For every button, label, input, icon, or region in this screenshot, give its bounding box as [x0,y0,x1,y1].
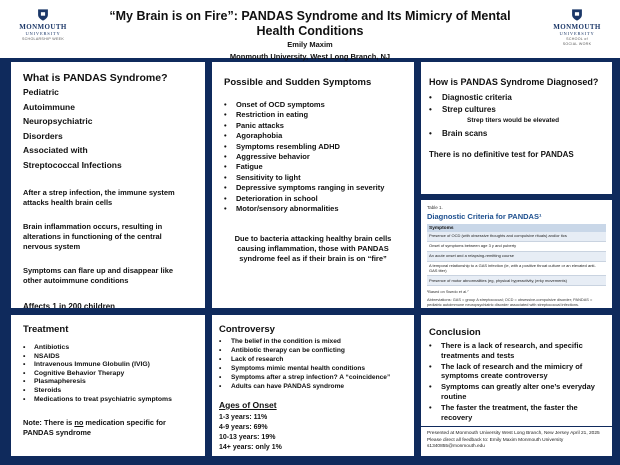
diagnosis-heading: How is PANDAS Syndrome Diagnosed? [429,77,599,87]
list-item: • Fatigue [224,162,402,172]
inflammation-text: Brain inflammation occurs, resulting in alterations in functioning of the central nervous system [23,222,163,251]
list-item: • Symptoms resembling ADHD [224,142,402,152]
medication-note-pre: Note: There is [23,418,75,428]
logo-right-line3: SCHOOL of [566,37,588,41]
controversy-heading: Controversy [219,324,275,335]
onset-line: 10-13 years: 19% [219,434,276,441]
poster-title: “My Brain is on Fire”: PANDAS Syndrome and Its Mimicry of Mental Health Conditions [109,9,511,38]
table-cell: An acute onset and a relapsing-remitting course [427,251,606,261]
list-item: • Motor/sensory abnormalities [224,204,402,214]
university-crest-icon [36,8,50,22]
onset-line: 1-3 years: 11% [219,414,268,421]
what-is-pandas-panel [11,62,205,308]
list-item: • Intravenous Immune Globulin (IVIG) [23,361,193,370]
no-test-note: There is no definitive test for PANDAS [429,150,574,159]
monmouth-logo-right [542,8,612,47]
symptoms-panel [212,62,414,308]
logo-right-line4: SOCIAL WORK [562,42,592,46]
affiliation: Monmouth University, West Long Branch, NJ [229,52,391,61]
table-footnote-abbrev: Abbreviations: GAS = group A streptococcal; OCD = obsessive-compulsive disorder; PANDAS = pediatric autoimmune neuropsychiatric disorder associated with streptococcal infections. [427,297,593,308]
list-item: • Brain scans [429,128,604,140]
medication-note [23,418,193,438]
list-item: • Plasmapheresis [23,378,193,387]
logo-right-line1: MONMOUTH [553,23,601,31]
list-item: • Antibiotic therapy can be conflicting [219,346,407,355]
table-title: Diagnostic Criteria for PANDAS¹ [427,212,542,221]
list-item: • Deterioration in school [224,194,402,204]
diagnosis-list-continued [429,128,604,140]
table-footnote-source: ¹Based on Swedo et al.⁷ [427,289,469,295]
table-label: Table 1. [427,205,443,210]
prevalence-prefix: Affects [23,302,53,308]
conclusion-heading: Conclusion [429,327,481,338]
table-cell: A temporal relationship to a GAS infection (ie, with a positive throat culture or an elevated anti-GAS titer) [427,261,606,276]
acronym-line: Disorders [23,130,63,141]
table-row [427,251,606,261]
author-name: Emily Maxim [287,40,333,49]
list-item: • Agoraphobia [224,131,402,141]
strep-titers-note: Strep titers would be elevated [467,117,560,124]
what-is-pandas-heading: What is PANDAS Syndrome? [23,72,168,84]
logo-left-line1: MONMOUTH [19,23,67,31]
controversy-list [219,337,407,391]
table-cell: Presence of OCD (with obsessive thoughts and compulsive rituals) and/or tics [427,232,606,241]
list-item: • The belief in the condition is mixed [219,337,407,346]
ages-of-onset-list [219,413,407,453]
flare-up-text: Symptoms can flare up and disappear like other autoimmune conditions [23,266,174,285]
onset-line: 4-9 years: 69% [219,424,268,431]
prevalence-value: 1 in 200 [52,302,82,308]
list-item: • Steroids [23,387,193,396]
acronym-line: Autoimmune [23,101,75,112]
footer-email: s1340855@monmouth.edu [427,444,485,449]
symptoms-heading: Possible and Sudden Symptoms [224,77,372,88]
controversy-panel [212,315,414,456]
table-row [427,232,606,241]
ages-of-onset-heading: Ages of Onset [219,400,277,410]
acronym-line: Associated with [23,145,88,155]
list-item: • Depressive symptoms ranging in severity [224,183,402,193]
logo-left-line2: UNIVERSITY [25,31,61,36]
list-item: • Onset of OCD symptoms [224,100,402,110]
logo-left-line3: SCHOLARSHIP WEEK [21,37,65,41]
footer-line: Please direct all feedback to: Emily Maxim Monmouth University [427,437,564,443]
table-row [427,276,606,286]
prevalence-text [23,302,193,308]
conclusion-panel [421,315,612,456]
diagnosis-list [429,92,604,116]
list-item: • Symptoms after a strep infection? A “coincidence” [219,373,407,382]
presentation-footer [421,426,612,456]
treatment-panel [11,315,205,456]
list-item: • Panic attacks [224,121,402,131]
medication-note-post: medication specific for PANDAS syndrome [23,418,166,438]
logo-right-line2: UNIVERSITY [559,31,595,36]
list-item: • NSAIDS [23,353,193,362]
footer-line: Presented at Monmouth University West Long Branch, New Jersey April 21, 2025 [427,431,600,436]
university-crest-icon [570,8,584,22]
acronym-line: Neuropsychiatric [23,116,93,126]
onset-line: 14+ years: only 1% [219,444,282,451]
list-item: • Strep cultures [429,104,604,116]
list-item: • Lack of research [219,355,407,364]
monmouth-logo-left [8,8,78,42]
immune-attack-text: After a strep infection, the immune system attacks health brain cells [23,188,175,207]
acronym-line: Pediatric [23,87,59,97]
table-header: Symptoms [427,224,606,232]
symptoms-list [224,100,402,214]
list-item: • The faster the treatment, the faster the recovery [429,403,604,422]
list-item: • Antibiotics [23,344,193,353]
criteria-table-panel [421,200,612,308]
conclusion-list [429,341,604,422]
list-item: • Diagnostic criteria [429,92,604,104]
prevalence-suffix: children [81,302,116,308]
diagnosis-panel [421,62,612,194]
list-item: • Symptoms mimic mental health conditions [219,364,407,373]
poster-header [0,0,620,61]
list-item: • Aggressive behavior [224,152,402,162]
acronym-line: Streptococcal Infections [23,159,122,170]
list-item: • Medications to treat psychiatric symptoms [23,396,193,405]
list-item: • Adults can have PANDAS syndrome [219,382,407,391]
brain-fire-note: Due to bacteria attacking healthy brain cells causing inflammation, those with PANDAS syndrome feel as if their brain is on “fire” [234,234,392,263]
list-item: • Symptoms can greatly alter one’s everyday routine [429,382,604,401]
acronym-stack [23,85,193,172]
list-item: • The lack of research and the mimicry of symptoms create controversy [429,362,604,381]
list-item: • Sensitivity to light [224,173,402,183]
title-block [90,9,530,63]
treatment-heading: Treatment [23,324,69,335]
list-item: • There is a lack of research, and specific treatments and tests [429,341,604,360]
table-row [427,261,606,276]
treatment-list [23,344,193,404]
criteria-table [427,224,606,286]
table-cell: Presence of motor abnormalities (eg, physical hyperactivity, jerky movements) [427,276,606,286]
list-item: • Cognitive Behavior Therapy [23,370,193,379]
list-item: • Restriction in eating [224,110,402,120]
table-cell: Onset of symptoms between age 3 y and puberty [427,241,606,251]
table-row [427,241,606,251]
medication-note-no: no [74,418,84,428]
